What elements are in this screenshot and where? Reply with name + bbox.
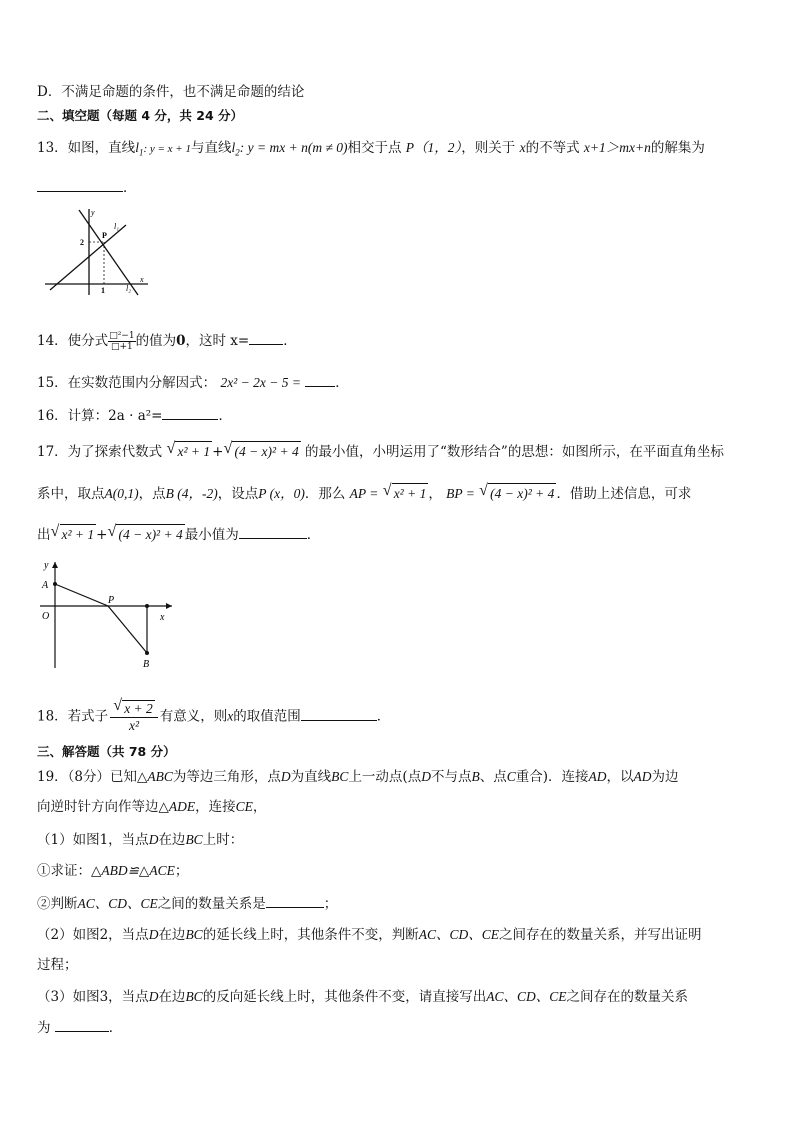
q17-y-arrow — [52, 562, 58, 568]
q17-sqrt-ap: √ x² + 1 — [383, 483, 429, 504]
q19-d-2: D — [421, 769, 431, 784]
q19-part2-text-3: 的延长线上时，其他条件不变，判断 — [202, 927, 419, 943]
q14-end: ． — [283, 333, 297, 349]
q19-part3-text-1: （3）如图3，当点 — [37, 989, 149, 1005]
question-16 — [37, 405, 232, 426]
q16-text-1: 16．计算：2a · a²= — [37, 408, 163, 424]
q17-radicand-ap: x² + 1 — [392, 483, 429, 504]
q19-text-10: 向逆时针方向作等边 — [37, 799, 159, 815]
question-17-line-2 — [37, 483, 691, 504]
q19-b: B — [471, 769, 480, 784]
q17-radicand-4: (4 − x)² + 4 — [116, 524, 184, 545]
q19-text-6: 、点 — [479, 769, 507, 785]
q19-ad-2: AD — [633, 769, 652, 784]
q17-path-apb — [55, 584, 147, 653]
q17-text-4: ，点 — [138, 486, 166, 502]
q19-part-2 — [37, 925, 701, 945]
q19-part3-text-3: 的反向延长线上时，其他条件不变，请直接写出 — [202, 989, 487, 1005]
q17-fig-p: P — [108, 595, 115, 606]
q15-expression: 2x² − 2x − 5 = — [220, 375, 301, 390]
q17-ap-label: AP = — [349, 486, 379, 501]
q19-part1ii-answer-blank[interactable] — [266, 893, 324, 908]
q19-triangle-ade: △ADE — [158, 799, 196, 814]
q17-point-p: P (x，0) — [258, 486, 305, 501]
section-heading-fill-in: 二、填空题（每题 4 分，共 24 分） — [37, 108, 244, 123]
q19-part1i-text-1: ①求证： — [37, 863, 91, 879]
q13-line2-name: l — [231, 140, 236, 155]
q13-fig-y: y — [91, 208, 95, 217]
q17-radicand-2: (4 − x)² + 4 — [232, 441, 300, 462]
q19-text-1: 19．（8分）已知 — [37, 769, 138, 785]
q19-part-1-ii — [37, 893, 337, 914]
q19-d-1: D — [280, 769, 291, 784]
q19-text-9: 为边 — [651, 769, 679, 785]
q19-part3-text-4: 之间存在的数量关系 — [566, 989, 688, 1005]
q13-text-3: 相交于点 — [347, 140, 402, 156]
q19-part2-text-1: （2）如图2，当点 — [37, 927, 149, 943]
q18-text-1: 18．若式子 — [37, 708, 109, 725]
q15-answer-blank[interactable] — [305, 372, 335, 387]
q16-end: ． — [218, 408, 232, 424]
q13-line1-name: l — [135, 140, 139, 155]
q19-text-8: ，以 — [606, 769, 634, 785]
q13-var-x: x — [519, 140, 526, 155]
q14-text-2: 的值为 — [135, 333, 177, 349]
q17-figure — [36, 556, 176, 672]
q17-fig-x: x — [160, 612, 165, 623]
q18-var-x: x — [227, 708, 234, 724]
q13-fig-1: 1 — [101, 286, 105, 295]
q14-answer-blank[interactable] — [249, 330, 283, 345]
question-19-line-2 — [37, 797, 266, 817]
q17-fig-b: B — [143, 659, 150, 670]
q19-ce: CE — [235, 799, 253, 814]
q17-sqrt-1: √ x² + 1 — [166, 441, 212, 462]
q19-part1ii-segments: AC、CD、CE — [77, 896, 158, 911]
q17-radicand-1: x² + 1 — [175, 441, 212, 462]
q17-x-arrow — [166, 603, 172, 609]
q19-part3-d: D — [148, 989, 159, 1004]
q17-sqrt-bp: √ (4 − x)² + 4 — [479, 483, 556, 504]
q19-part1-text-2: 在边 — [158, 832, 186, 848]
q13-point-p: P（1，2） — [405, 140, 462, 155]
q18-text-2: 有意义，则 — [159, 708, 228, 725]
q19-bc-1: BC — [331, 769, 349, 784]
q17-comma: ， — [428, 486, 442, 502]
q19-part1-bc: BC — [185, 832, 203, 847]
q19-part1ii-text-2: 之间的数量关系是 — [157, 896, 266, 912]
q13-fig-x: x — [140, 275, 144, 284]
q13-fig-p: P — [102, 231, 107, 240]
q19-part1-text-1: （1）如图1，当点 — [37, 832, 149, 848]
q19-part-1-i — [37, 861, 188, 881]
q13-line2-equation: : y = mx + n(m ≠ 0) — [239, 140, 348, 155]
q19-text-2: 为等边三角形，点 — [172, 769, 281, 785]
q17-point-b: B (4，-2) — [165, 486, 218, 501]
q19-part1i-end: ； — [174, 863, 189, 879]
q19-part1ii-end: ； — [323, 896, 338, 912]
q15-end: ． — [335, 375, 349, 391]
q17-text-6: ．那么 — [304, 486, 346, 502]
q19-part3-end: ． — [108, 1020, 123, 1036]
q19-text-4: 上一动点(点 — [348, 769, 422, 785]
q19-text-11: ，连接 — [195, 799, 236, 815]
q13-line2-sub: 2 — [235, 147, 240, 158]
q17-text-7: ．借助上述信息，可求 — [556, 486, 692, 502]
question-18 — [37, 697, 391, 734]
q17-sqrt-4: √ (4 − x)² + 4 — [107, 524, 184, 545]
q17-text-8: 出 — [37, 527, 51, 543]
q19-part3-answer-blank[interactable] — [55, 1017, 109, 1032]
q18-text-3: 的取值范围 — [233, 708, 301, 725]
q17-fig-a: A — [42, 580, 49, 591]
q13-line-l1 — [50, 225, 126, 290]
q13-text-6: 的解集为 — [650, 140, 705, 156]
q18-numerator: x + 2 — [124, 701, 153, 716]
q19-text-7: 重合)．连接 — [515, 769, 589, 785]
question-13 — [37, 138, 705, 163]
section-heading-solutions: 三、解答题（共 78 分） — [37, 744, 176, 759]
q19-part3-bc: BC — [185, 989, 203, 1004]
q17-sqrt-2: √ (4 − x)² + 4 — [223, 441, 300, 462]
q13-answer-blank[interactable] — [37, 177, 123, 192]
q19-part3-text-5: 为 — [37, 1020, 51, 1036]
q19-part-3-cont — [37, 1017, 122, 1038]
q18-end: ． — [376, 708, 391, 725]
q14-zero: 0 — [176, 333, 186, 349]
question-15 — [37, 372, 349, 393]
q17-end: ． — [306, 527, 321, 543]
q18-denominator: x² — [128, 718, 140, 733]
q13-inequality: x+1＞mx+n — [583, 140, 651, 155]
q17-text-1: 17．为了探索代数式 — [37, 444, 163, 460]
question-19-line-1 — [37, 767, 679, 787]
q19-text-12: ， — [252, 799, 267, 815]
question-14 — [37, 330, 297, 352]
q19-part2-segments: AC、CD、CE — [418, 927, 499, 942]
q17-answer-blank[interactable] — [239, 524, 307, 539]
q17-fig-y: y — [44, 560, 49, 571]
q14-numerator: □²−1 — [109, 331, 135, 341]
q13-fig-l1: l₁ — [114, 222, 120, 231]
q19-part2-bc: BC — [185, 927, 203, 942]
q17-dot-a — [53, 582, 57, 586]
q14-denominator: □+1 — [110, 342, 133, 352]
q15-text-1: 15．在实数范围内分解因式： — [37, 375, 217, 391]
q17-plus-2: + — [96, 527, 108, 543]
q17-radicand-bp: (4 − x)² + 4 — [488, 483, 556, 504]
question-17-line-3 — [37, 524, 320, 545]
q13-text-2: 与直线 — [190, 140, 232, 156]
q19-text-3: 为直线 — [290, 769, 332, 785]
q19-ad-1: AD — [588, 769, 607, 784]
q19-part3-segments: AC、CD、CE — [486, 989, 567, 1004]
q14-fraction — [108, 331, 135, 352]
q19-part2-text-4: 之间存在的数量关系，并写出证明 — [498, 927, 702, 943]
q19-part-1 — [37, 830, 243, 850]
q13-fig-2: 2 — [80, 238, 84, 247]
q19-part-3 — [37, 987, 688, 1007]
q13-text-1: 13．如图，直线 — [37, 140, 136, 156]
q13-text-4: ，则关于 — [461, 140, 516, 156]
q13-end: ． — [123, 180, 137, 196]
q18-answer-blank[interactable] — [301, 706, 377, 721]
q17-text-2: 的最小值，小明运用了“数形结合”的思想：如图所示，在平面直角坐标 — [305, 444, 724, 460]
q17-point-a: A(0,1) — [104, 486, 139, 501]
question-17-line-1 — [37, 441, 724, 462]
q13-line-l2 — [79, 210, 138, 295]
q14-text-3: ，这时 x= — [185, 333, 250, 349]
q13-line1-equation: : y = x + 1 — [143, 143, 191, 155]
q19-text-5: 不与点 — [430, 769, 472, 785]
q16-answer-blank[interactable] — [162, 405, 218, 420]
q17-radicand-3: x² + 1 — [60, 524, 97, 545]
q14-text-1: 14．使分式 — [37, 333, 109, 349]
q17-sqrt-3: √ x² + 1 — [51, 524, 97, 545]
q17-bp-label: BP = — [446, 486, 475, 501]
q17-text-3: 系中，取点 — [37, 486, 105, 502]
q19-part2-text-5: 过程； — [37, 957, 78, 973]
q19-part1-d: D — [148, 832, 159, 847]
q19-part1-text-3: 上时： — [202, 832, 244, 848]
q17-plus: + — [212, 444, 224, 460]
q19-part1ii-text-1: ②判断 — [37, 896, 78, 912]
option-d: D．不满足命题的条件，也不满足命题的结论 — [37, 84, 305, 100]
q19-c: C — [506, 769, 516, 784]
q17-fig-o: O — [42, 611, 50, 622]
q13-answer-line — [37, 177, 137, 198]
q17-dot-b — [145, 651, 149, 655]
q13-figure — [40, 205, 152, 297]
q19-congruence: △ABD≌△ACE — [91, 863, 175, 878]
q13-fig-l2: l₂ — [126, 284, 132, 293]
q19-part-2-cont — [37, 955, 78, 975]
q18-fraction: √ x + 2 x² — [110, 700, 158, 734]
q19-triangle-abc: △ABC — [137, 769, 173, 784]
q17-dot-foot — [145, 604, 149, 608]
q13-line1-sub: 1 — [138, 147, 144, 158]
q19-part2-d: D — [148, 927, 159, 942]
q17-text-9: 最小值为 — [184, 527, 239, 543]
q17-text-5: ，设点 — [217, 486, 259, 502]
q13-text-5: 的不等式 — [525, 140, 580, 156]
q19-part2-text-2: 在边 — [158, 927, 186, 943]
q19-part3-text-2: 在边 — [158, 989, 186, 1005]
